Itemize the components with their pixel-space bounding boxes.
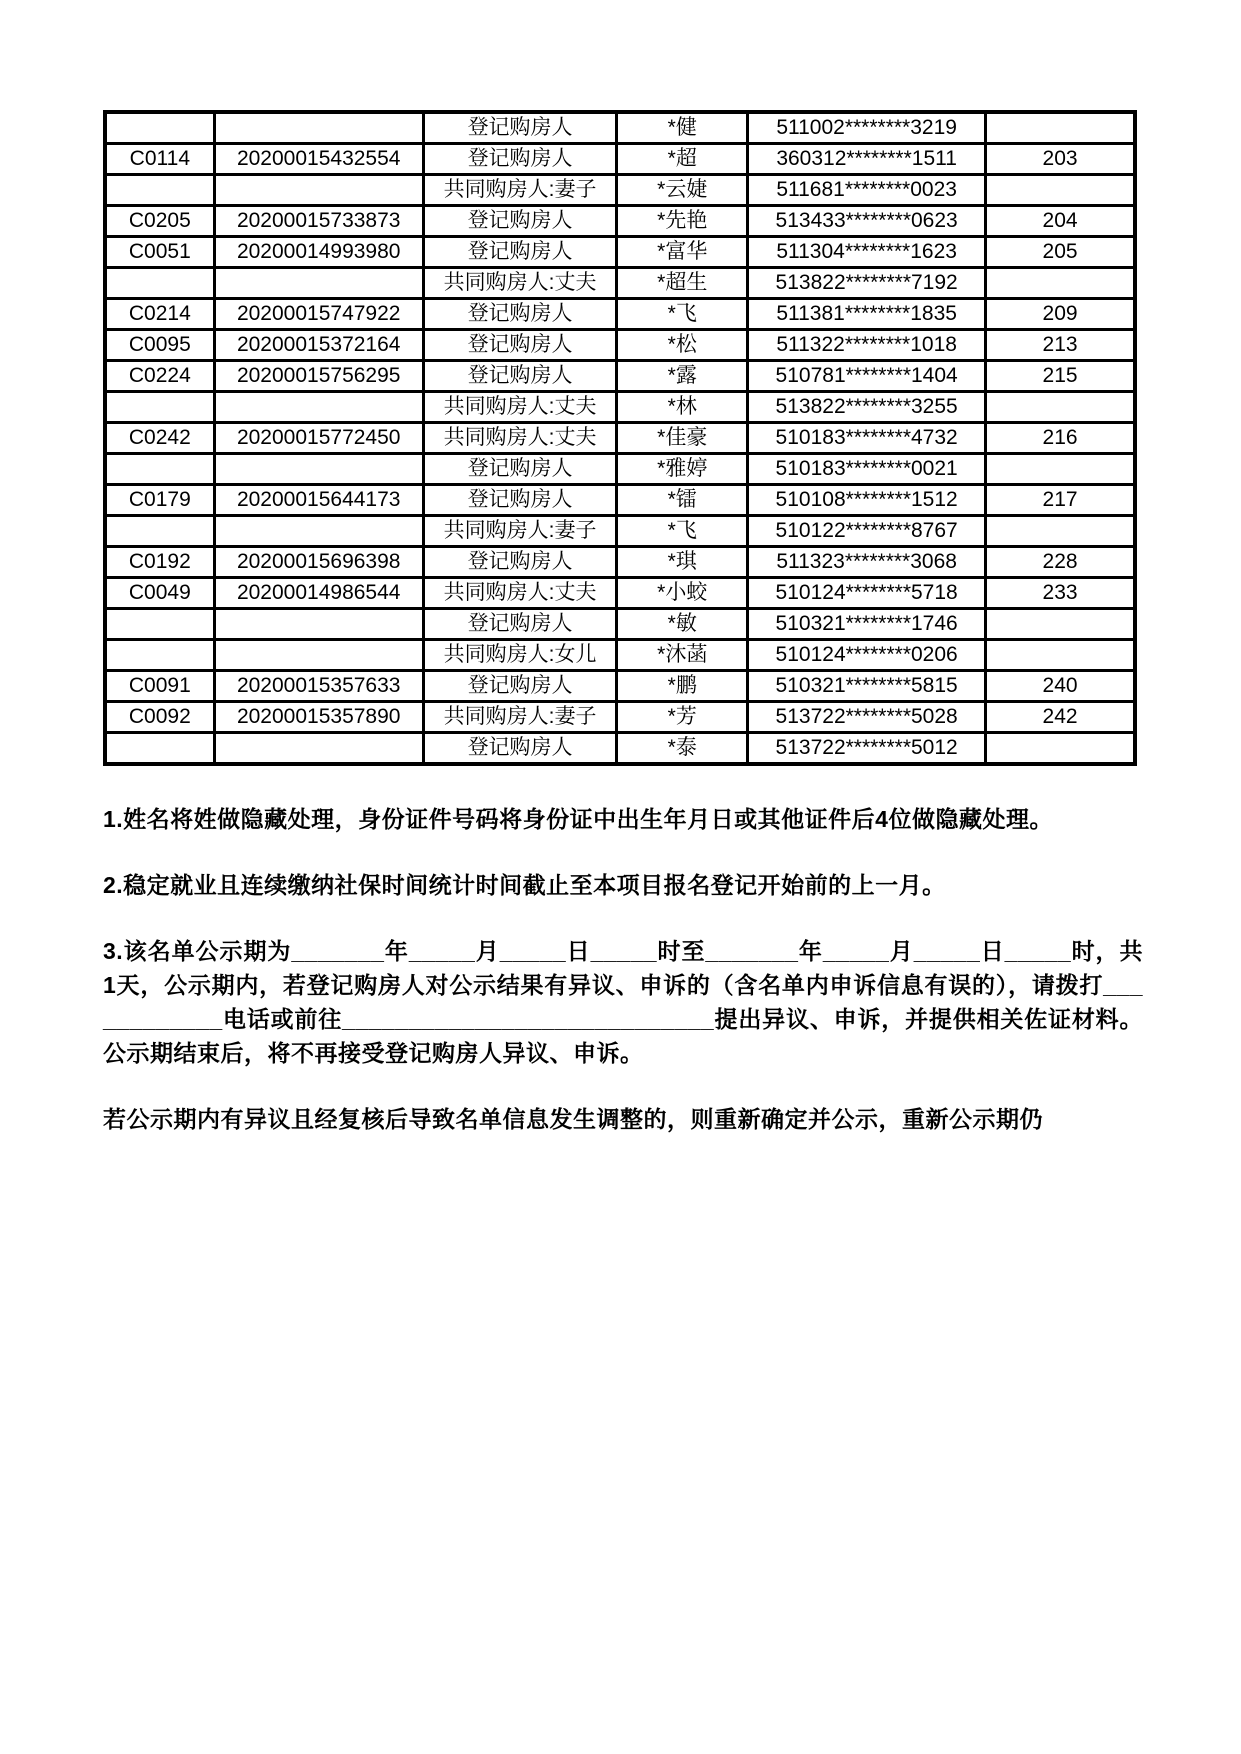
applicant-table-body [105,112,1135,764]
cell-name: *佳豪 [617,423,748,454]
cell-id-no: 510124********5718 [748,578,986,609]
cell-reg-no: 20200015357890 [214,702,423,733]
table-row [105,671,1135,702]
cell-rank [986,268,1135,299]
cell-name: *泰 [617,733,748,765]
table-row [105,299,1135,330]
cell-code [105,733,214,765]
table-row [105,516,1135,547]
cell-reg-no: 20200014986544 [214,578,423,609]
cell-id-no: 510321********5815 [748,671,986,702]
cell-code: C0214 [105,299,214,330]
cell-name: *松 [617,330,748,361]
table-row [105,112,1135,144]
cell-code [105,268,214,299]
cell-reg-no: 20200015696398 [214,547,423,578]
cell-rank: 215 [986,361,1135,392]
cell-code [105,112,214,144]
cell-id-no: 511002********3219 [748,112,986,144]
cell-code: C0114 [105,144,214,175]
table-row [105,237,1135,268]
cell-reg-no [214,454,423,485]
cell-role: 共同购房人:妻子 [423,516,617,547]
cell-role: 共同购房人:丈夫 [423,423,617,454]
note-recheck-rule: 若公示期内有异议且经复核后导致名单信息发生调整的，则重新确定并公示，重新公示期仍 [103,1106,1043,1132]
cell-role: 共同购房人:女儿 [423,640,617,671]
table-row [105,423,1135,454]
cell-rank [986,175,1135,206]
cell-rank [986,454,1135,485]
table-row [105,640,1135,671]
cell-id-no: 511304********1623 [748,237,986,268]
table-row [105,547,1135,578]
cell-role: 登记购房人 [423,454,617,485]
cell-rank: 216 [986,423,1135,454]
cell-name: *琪 [617,547,748,578]
cell-code [105,454,214,485]
table-row [105,144,1135,175]
cell-rank [986,640,1135,671]
cell-rank [986,733,1135,765]
table-row [105,330,1135,361]
cell-rank: 217 [986,485,1135,516]
cell-id-no: 510108********1512 [748,485,986,516]
cell-code [105,640,214,671]
cell-id-no: 510183********4732 [748,423,986,454]
cell-reg-no: 20200015357633 [214,671,423,702]
table-row [105,268,1135,299]
cell-rank: 205 [986,237,1135,268]
cell-rank: 213 [986,330,1135,361]
cell-name: *鹏 [617,671,748,702]
cell-id-no: 513722********5012 [748,733,986,765]
cell-role: 登记购房人 [423,330,617,361]
cell-code: C0049 [105,578,214,609]
cell-role: 共同购房人:丈夫 [423,268,617,299]
cell-role: 登记购房人 [423,361,617,392]
cell-id-no: 511681********0023 [748,175,986,206]
cell-reg-no: 20200015733873 [214,206,423,237]
cell-rank: 203 [986,144,1135,175]
cell-role: 登记购房人 [423,547,617,578]
cell-rank: 233 [986,578,1135,609]
cell-id-no: 513822********3255 [748,392,986,423]
cell-name: *芳 [617,702,748,733]
note-social-security-rule: 2.稳定就业且连续缴纳社保时间统计时间截止至本项目报名登记开始前的上一月。 [103,872,946,898]
cell-reg-no: 20200015432554 [214,144,423,175]
table-row [105,454,1135,485]
cell-name: *沐菡 [617,640,748,671]
note-publicity-period: 3.该名单公示期为_______年_____月_____日_____时至_______年_____月_____日_____时，共1天，公示期内，若登记购房人对公示结果有异议、申诉的（含名单内申诉信息有误的），请拨打____________电话或前往____________________________提出异议、申诉，并提供相关佐证材料。公示期结束后，将不再接受登记购房人异议、申诉。 [103,938,1143,1066]
cell-name: *露 [617,361,748,392]
cell-role: 登记购房人 [423,671,617,702]
cell-role: 共同购房人:妻子 [423,702,617,733]
cell-code: C0205 [105,206,214,237]
cell-code: C0091 [105,671,214,702]
cell-code: C0051 [105,237,214,268]
cell-id-no: 510183********0021 [748,454,986,485]
cell-id-no: 510122********8767 [748,516,986,547]
cell-id-no: 513433********0623 [748,206,986,237]
cell-code: C0179 [105,485,214,516]
cell-role: 共同购房人:丈夫 [423,392,617,423]
cell-name: *小蛟 [617,578,748,609]
table-row [105,361,1135,392]
cell-rank: 204 [986,206,1135,237]
cell-code [105,609,214,640]
cell-name: *健 [617,112,748,144]
table-row [105,485,1135,516]
cell-code: C0095 [105,330,214,361]
cell-name: *飞 [617,516,748,547]
cell-id-no: 511322********1018 [748,330,986,361]
cell-id-no: 360312********1511 [748,144,986,175]
cell-id-no: 510321********1746 [748,609,986,640]
cell-rank: 240 [986,671,1135,702]
cell-reg-no: 20200015644173 [214,485,423,516]
cell-role: 登记购房人 [423,609,617,640]
cell-role: 登记购房人 [423,485,617,516]
cell-role: 登记购房人 [423,299,617,330]
cell-reg-no: 20200015747922 [214,299,423,330]
cell-id-no: 510781********1404 [748,361,986,392]
cell-role: 共同购房人:妻子 [423,175,617,206]
table-row [105,392,1135,423]
footnotes [103,802,1143,1168]
cell-reg-no [214,609,423,640]
cell-rank: 228 [986,547,1135,578]
cell-reg-no: 20200014993980 [214,237,423,268]
cell-rank [986,609,1135,640]
cell-name: *先艳 [617,206,748,237]
cell-reg-no [214,640,423,671]
cell-reg-no [214,112,423,144]
cell-name: *富华 [617,237,748,268]
cell-id-no: 513822********7192 [748,268,986,299]
cell-reg-no: 20200015772450 [214,423,423,454]
cell-code [105,175,214,206]
cell-rank: 242 [986,702,1135,733]
cell-code: C0092 [105,702,214,733]
cell-reg-no [214,733,423,765]
cell-code [105,392,214,423]
cell-id-no: 513722********5028 [748,702,986,733]
cell-role: 登记购房人 [423,206,617,237]
table-row [105,609,1135,640]
cell-id-no: 511381********1835 [748,299,986,330]
table-row [105,578,1135,609]
cell-role: 登记购房人 [423,237,617,268]
cell-code [105,516,214,547]
cell-role: 共同购房人:丈夫 [423,578,617,609]
cell-role: 登记购房人 [423,112,617,144]
cell-rank [986,516,1135,547]
cell-reg-no: 20200015756295 [214,361,423,392]
applicant-table [103,110,1137,766]
cell-code: C0192 [105,547,214,578]
table-row [105,733,1135,765]
cell-name: *云婕 [617,175,748,206]
cell-reg-no [214,268,423,299]
note-hidden-name-rule: 1.姓名将姓做隐藏处理，身份证件号码将身份证中出生年月日或其他证件后4位做隐藏处理。 [103,806,1053,832]
cell-reg-no [214,516,423,547]
cell-name: *超生 [617,268,748,299]
cell-role: 登记购房人 [423,733,617,765]
cell-name: *林 [617,392,748,423]
cell-name: *超 [617,144,748,175]
cell-name: *镭 [617,485,748,516]
table-row [105,206,1135,237]
cell-code: C0242 [105,423,214,454]
table-row [105,175,1135,206]
cell-rank [986,112,1135,144]
cell-reg-no [214,392,423,423]
cell-code: C0224 [105,361,214,392]
cell-name: *敏 [617,609,748,640]
cell-rank: 209 [986,299,1135,330]
cell-name: *雅婷 [617,454,748,485]
cell-name: *飞 [617,299,748,330]
cell-role: 登记购房人 [423,144,617,175]
cell-id-no: 511323********3068 [748,547,986,578]
cell-reg-no [214,175,423,206]
cell-id-no: 510124********0206 [748,640,986,671]
cell-rank [986,392,1135,423]
table-row [105,702,1135,733]
cell-reg-no: 20200015372164 [214,330,423,361]
